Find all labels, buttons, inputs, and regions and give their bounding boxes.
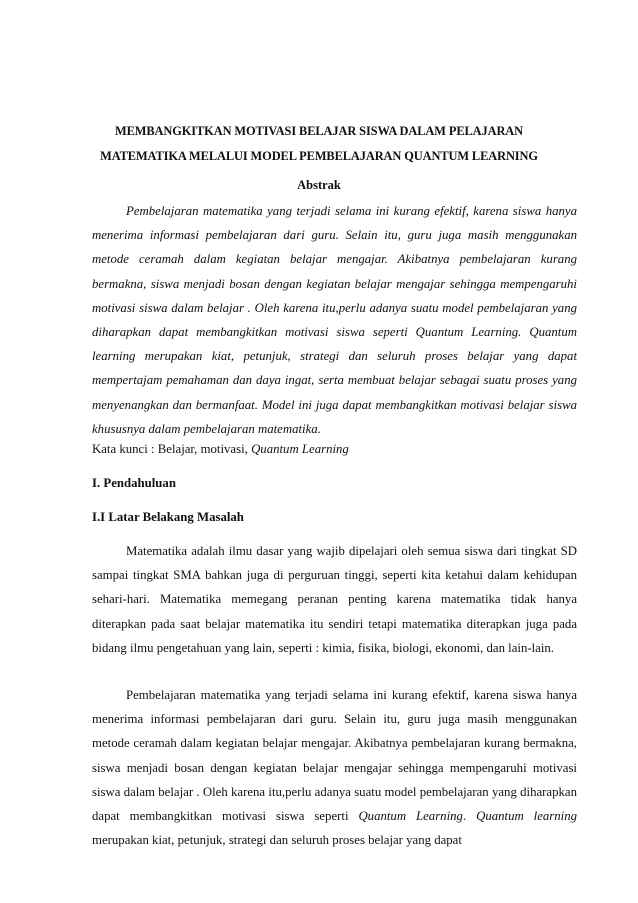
paper-title-line-1: MEMBANGKITKAN MOTIVASI BELAJAR SISWA DALAM PELAJARAN: [115, 124, 523, 138]
para2-italic-2: Quantum learning: [476, 809, 578, 824]
para2-text-2: .: [462, 809, 477, 824]
para2-text-1: Pembelajaran matematika yang terjadi selama ini kurang efektif, karena siswa hanya menerima informasi pembelajaran dari guru. Selain itu, guru juga masih menggunakan metode ceramah dalam kegiatan belajar mengajar. Akibatnya pembelajaran kurang bermakna, siswa menjadi bosan dengan kegiatan belajar mengajar sehingga mempengaruhi motivasi siswa dalam belajar . Oleh karena itu,perlu adanya suatu model pembelajaran yang diharapkan dapat membangkitkan motivasi siswa seperti: [92, 688, 577, 824]
body-paragraph-1: Matematika adalah ilmu dasar yang wajib dipelajari oleh semua siswa dari tingkat SD sampai tingkat SMA bahkan juga di perguruan tinggi, seperti kita ketahui dalam kehidupan sehari-hari. Matematika memegang peranan penting karena matematika tidak hanya diterapkan pada saat belajar matematika itu sendiri tetapi matematika diterapkan juga pada bidang ilmu pengetahuan yang lain, seperti : kimia, fisika, biologi, ekonomi, dan lain-lain.: [92, 544, 577, 655]
keywords: [92, 442, 349, 457]
para2-text-3: merupakan kiat, petunjuk, strategi dan seluruh proses belajar yang dapat: [92, 833, 462, 848]
paper-title-line-2: MATEMATIKA MELALUI MODEL PEMBELAJARAN QUANTUM LEARNING: [100, 149, 538, 163]
subsection-heading-latar-belakang: I.I Latar Belakang Masalah: [92, 510, 244, 524]
keywords-label: Kata kunci : Belajar, motivasi,: [92, 442, 252, 456]
keywords-italic: Quantum Learning: [251, 442, 349, 456]
abstract-heading: Abstrak: [297, 178, 341, 192]
para2-italic-1: Quantum Learning: [358, 809, 463, 824]
body-paragraph-2: [92, 683, 577, 852]
abstract-text: Pembelajaran matematika yang terjadi selama ini kurang efektif, karena siswa hanya menerima informasi pembelajaran dari guru. Selain itu, guru juga masih menggunakan metode ceramah dalam kegiatan belajar mengajar. Akibatnya pembelajaran kurang bermakna, siswa menjadi bosan dengan kegiatan belajar mengajar sehingga mempengaruhi motivasi siswa dalam belajar . Oleh karena itu,perlu adanya suatu model pembelajaran yang diharapkan dapat membangkitkan motivasi siswa seperti Quantum Learning. Quantum learning merupakan kiat, petunjuk, strategi dan seluruh proses belajar yang dapat mempertajam pemahaman dan daya ingat, serta membuat belajar sebagai suatu proses yang menyenangkan dan bermanfaat. Model ini juga dapat membangkitkan motivasi belajar siswa khususnya dalam pembelajaran matematika.: [92, 204, 577, 436]
section-heading-pendahuluan: I. Pendahuluan: [92, 476, 176, 490]
